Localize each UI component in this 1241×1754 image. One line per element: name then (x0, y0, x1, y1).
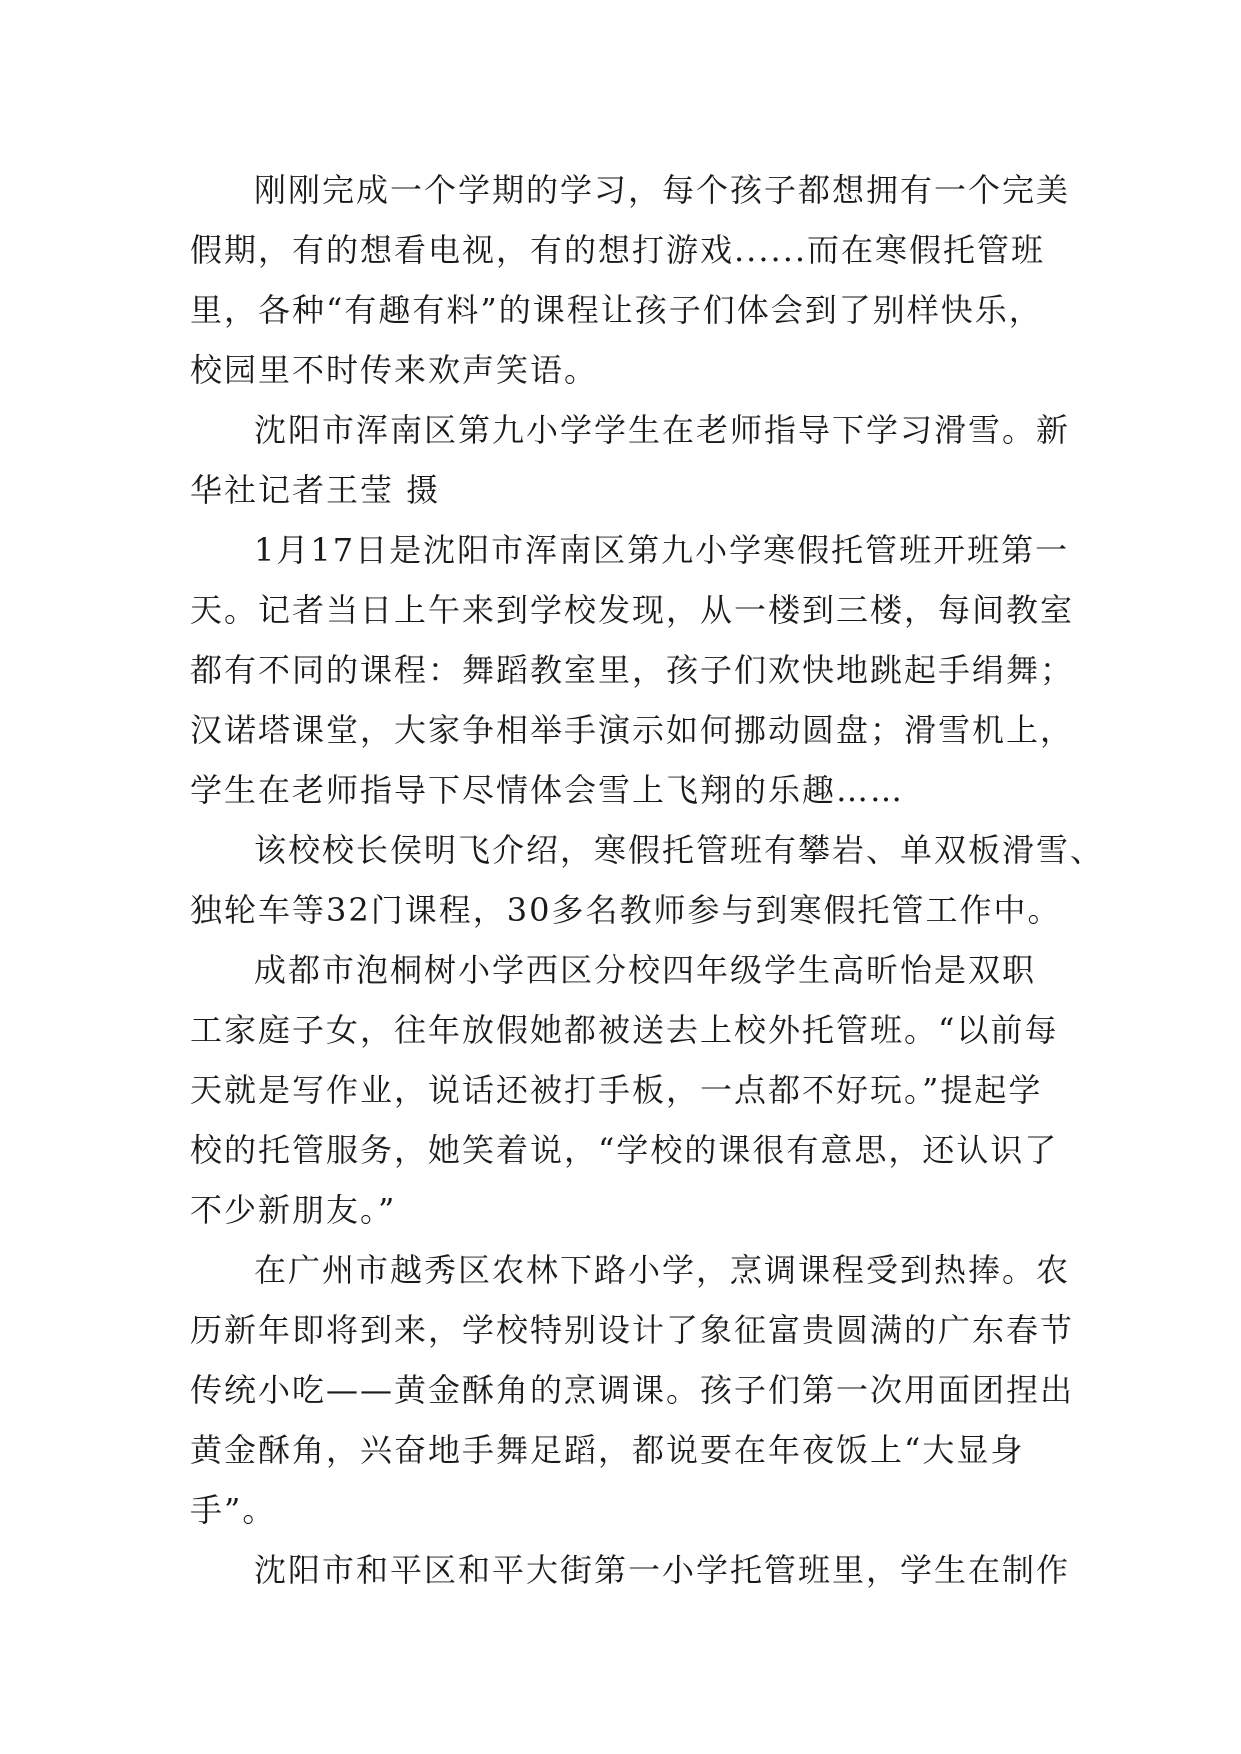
text-line: 刚刚完成一个学期的学习，每个孩子都想拥有一个完美 (254, 171, 1071, 209)
text-line: 该校校长侯明飞介绍，寒假托管班有攀岩、单双板滑雪、 (254, 831, 1105, 869)
text-line: 华社记者王莹 摄 (190, 471, 441, 509)
text-line: 假期，有的想看电视，有的想打游戏......而在寒假托管班 (190, 231, 1046, 269)
paragraph-3 (190, 520, 1075, 820)
text-line: 天。记者当日上午来到学校发现，从一楼到三楼，每间教室 (190, 591, 1075, 629)
text-line: 沈阳市浑南区第九小学学生在老师指导下学习滑雪。新 (254, 411, 1071, 449)
text-line: 手”。 (190, 1491, 277, 1529)
text-line: 校的托管服务，她笑着说，“学校的课很有意思，还认识了 (190, 1131, 1059, 1169)
text-line: 天就是写作业，说话还被打手板，一点都不好玩。”提起学 (190, 1071, 1043, 1109)
paragraph-2-photo-caption (190, 400, 1071, 520)
text-line: 不少新朋友。” (190, 1191, 397, 1229)
text-line: 1月17日是沈阳市浑南区第九小学寒假托管班开班第一 (254, 531, 1070, 569)
text-line: 工家庭子女，往年放假她都被送去上校外托管班。“以前每 (190, 1011, 1059, 1049)
text-line: 学生在老师指导下尽情体会雪上飞翔的乐趣…… (190, 771, 905, 809)
text-line: 都有不同的课程：舞蹈教室里，孩子们欢快地跳起手绢舞； (190, 651, 1075, 689)
text-line: 黄金酥角，兴奋地手舞足蹈，都说要在年夜饭上“大显身 (190, 1431, 1025, 1469)
paragraph-5 (190, 940, 1060, 1240)
text-line: 在广州市越秀区农林下路小学，烹调课程受到热捧。农 (254, 1251, 1071, 1289)
text-line: 沈阳市和平区和平大街第一小学托管班里，学生在制作 (254, 1551, 1071, 1589)
article-body (190, 160, 1105, 1600)
text-line: 传统小吃——黄金酥角的烹调课。孩子们第一次用面团捏出 (190, 1371, 1075, 1409)
paragraph-1 (190, 160, 1071, 400)
paragraph-7 (190, 1540, 1071, 1600)
text-line: 成都市泡桐树小学西区分校四年级学生高昕怡是双职 (254, 951, 1037, 989)
text-line: 历新年即将到来，学校特别设计了象征富贵圆满的广东春节 (190, 1311, 1075, 1349)
text-line: 独轮车等32门课程，30多名教师参与到寒假托管工作中。 (190, 891, 1062, 929)
paragraph-4 (190, 820, 1105, 940)
text-line: 校园里不时传来欢声笑语。 (190, 351, 599, 389)
text-line: 里，各种“有趣有料”的课程让孩子们体会到了别样快乐， (190, 291, 1043, 329)
text-line: 汉诺塔课堂，大家争相举手演示如何挪动圆盘；滑雪机上， (190, 711, 1075, 749)
paragraph-6 (190, 1240, 1075, 1540)
